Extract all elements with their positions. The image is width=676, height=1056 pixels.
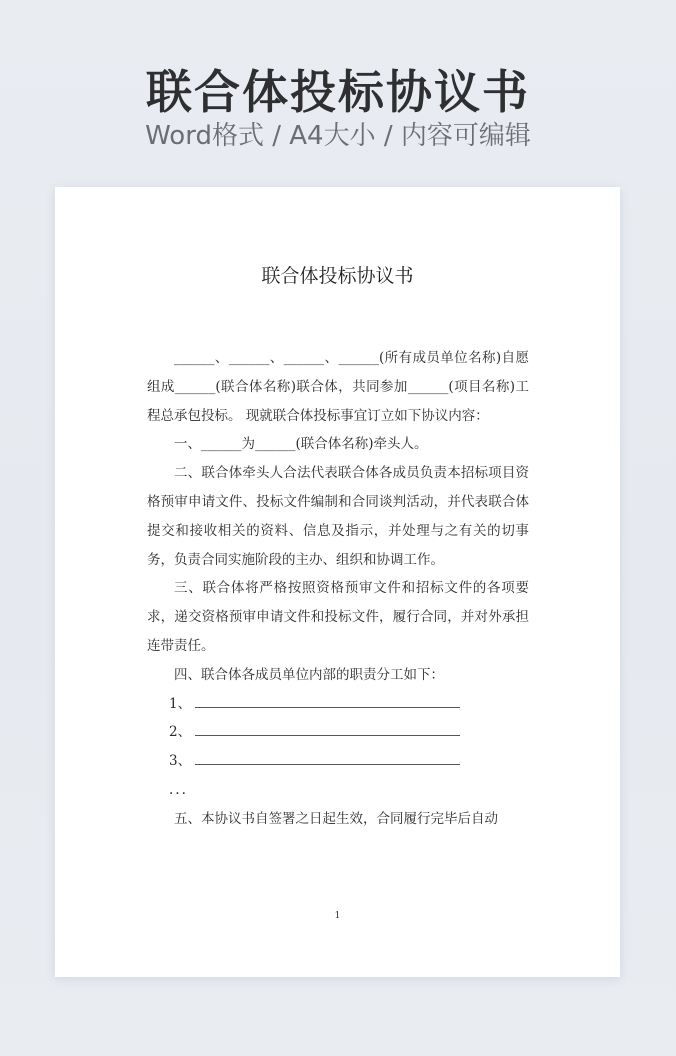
duty-list-item (147, 690, 529, 719)
document-page (55, 187, 620, 977)
list-ellipsis: ... (169, 781, 188, 798)
promo-subtitle: Word格式 / A4大小 / 内容可编辑 (145, 121, 531, 151)
paragraph-3: 三、联合体将严格按照资格预审文件和招标文件的各项要求，递交资格预审申请文件和投标文件，履行合同，并对外承担连带责任。 (147, 580, 529, 654)
duty-list-item (147, 718, 529, 747)
blank-underline (195, 723, 460, 736)
blank-underline (195, 752, 460, 765)
list-item-number: 3、 (169, 753, 192, 770)
promo-title: 联合体投标协议书 (146, 65, 530, 119)
document-title: 联合体投标协议书 (261, 265, 414, 287)
document-body (147, 344, 529, 834)
paragraph-5: 五、本协议书自签署之日起生效，合同履行完毕后自动 (174, 810, 498, 827)
paragraph-intro: ______、______、______、______(所有成员单位名称)自愿组成______(联合体名称)联合体，共同参加______(项目名称)工程总承包投标。 现就联合体投标事宜订立如下协议内容： (147, 350, 529, 424)
paragraph-4: 四、联合体各成员单位内部的职责分工如下： (174, 666, 444, 683)
paragraph-2: 二、联合体牵头人合法代表联合体各成员负责本招标项目资格预审申请文件、投标文件编制和合同谈判活动，并代表联合体提交和接收相关的资料、信息及指示，并处理与之有关的切事务，负责合同实施阶段的主办、组织和协调工作。 (147, 465, 529, 568)
duty-list-item (147, 747, 529, 776)
paragraph-1: 一、______为______(联合体名称)牵头人。 (174, 436, 428, 453)
list-item-number: 2、 (169, 724, 192, 741)
blank-underline (195, 695, 460, 708)
list-item-number: 1、 (169, 695, 192, 712)
page-number: 1 (334, 911, 341, 921)
